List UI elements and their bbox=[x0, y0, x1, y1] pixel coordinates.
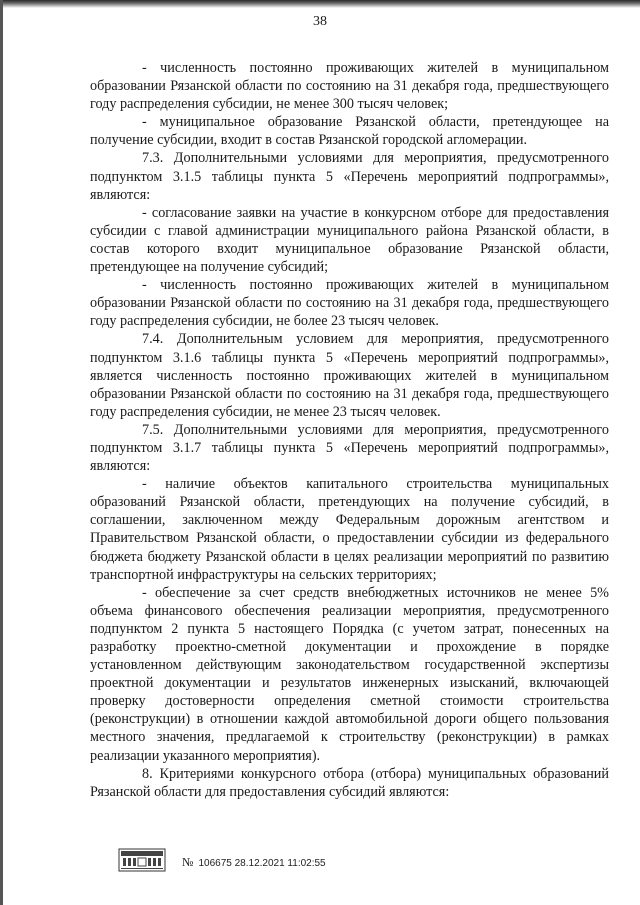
paragraph: - наличие объектов капитального строительства муниципальных образований Рязанской области, претендующих на получение субсидий, в соглашении, заключенном между Федеральным дорожным агентством и Правительством Рязанской области, о предоставлении субсидии из федерального бюджета бюджету Рязанской области в целях реализации мероприятий по развитию транспортной инфраструктуры на сельских территориях; bbox=[90, 476, 609, 583]
paragraph: - муниципальное образование Рязанской области, претендующее на получение субсидии, входит в состав Рязанской городской агломерации. bbox=[90, 114, 609, 149]
paragraph: 8. Критериями конкурсного отбора (отбора) муниципальных образований Рязанской области для предоставления субсидий являются: bbox=[90, 765, 609, 800]
scan-edge-left bbox=[0, 0, 3, 905]
document-body bbox=[90, 59, 609, 801]
page-number: 38 bbox=[313, 14, 327, 29]
scan-edge bbox=[0, 0, 640, 8]
paragraph: 7.5. Дополнительными условиями для мероприятия, предусмотренного подпунктом 3.1.7 таблицы пункта 5 «Перечень мероприятий подпрограммы», являются: bbox=[90, 421, 609, 475]
paragraph: - согласование заявки на участие в конкурсном отборе для предоставления субсидии с главой администрации муниципального района Рязанской области, в состав которого входит муниципальное образование Рязанской области, претендующее на получение субсидий; bbox=[90, 204, 609, 276]
paragraph: - численность постоянно проживающих жителей в муниципальном образовании Рязанской области по состоянию на 31 декабря года, предшествующего году распределения субсидии, не более 23 тысяч человек. bbox=[90, 277, 609, 330]
document-stamp-icon bbox=[118, 848, 166, 872]
paragraph: 7.4. Дополнительным условием для мероприятия, предусмотренного подпунктом 3.1.6 таблицы пункта 5 «Перечень мероприятий подпрограммы», является численность постоянно проживающих жителей в муниципальном образовании Рязанской области по состоянию на 31 декабря года, предшествующего году распределения субсидии, не менее 23 тысяч человек. bbox=[90, 331, 609, 420]
paragraph: 7.3. Дополнительными условиями для мероприятия, предусмотренного подпунктом 3.1.5 таблицы пункта 5 «Перечень мероприятий подпрограммы», являются: bbox=[90, 150, 609, 203]
number-sign: № bbox=[182, 855, 194, 869]
document-footer bbox=[118, 848, 326, 872]
document-timestamp: 28.12.2021 11:02:55 bbox=[234, 858, 326, 869]
paragraph: - численность постоянно проживающих жителей в муниципальном образовании Рязанской области по состоянию на 31 декабря года, предшествующего году распределения субсидии, не менее 300 тысяч человек; bbox=[90, 60, 609, 113]
document-registration bbox=[182, 855, 326, 870]
document-number: 106675 bbox=[198, 858, 232, 869]
paragraph: - обеспечение за счет средств внебюджетных источников не менее 5% объема финансового обеспечения реализации мероприятия, предусмотренного подпунктом 2 пункта 5 настоящего Порядка (с учетом затрат, понесенных на разработку проектно-сметной документации и прохождение в порядке установленном действующим законодательством государственной экспертизы проектной документации и результатов инженерных изысканий, включающей проверку достоверности определения сметной стоимости строительства (реконструкции) в отношении каждой автомобильной дороги общего пользования местного значения, предлагаемой к строительству (реконструкции) в рамках реализации указанного мероприятия). bbox=[90, 584, 609, 764]
